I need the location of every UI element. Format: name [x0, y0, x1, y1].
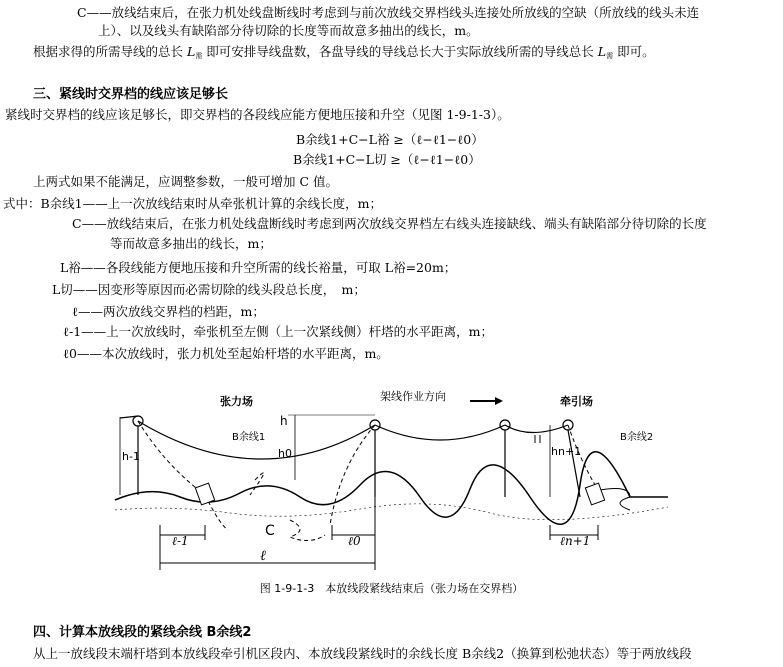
label-l: ℓ [260, 548, 266, 564]
label-hn1: hn+1 [551, 445, 582, 458]
def-l: ℓ——两次放线交界档的档距，m； [72, 304, 265, 319]
section4-line1: 从上一放线段末端杆塔到本放线段牵引机区段内、本放线段紧线时的余线长度 B余线2（换算到松弛状态）等于两放线段 [33, 646, 692, 661]
label-b2: B余线2 [620, 432, 654, 443]
label-l-minus1: ℓ-1 [172, 534, 189, 548]
tower-right [500, 420, 510, 497]
section3-note: 上两式如果不能满足，应调整参数，一般可增加 C 值。 [33, 174, 339, 189]
label-h-minus1: h-1 [122, 450, 140, 463]
section4-heading: 四、计算本放线段的紧线余线 B余线2 [33, 625, 252, 640]
tower-far-right [563, 420, 580, 497]
figure-caption: 图 1-9-1-3 本放线段紧线结束后（张力场在交界档） [259, 582, 524, 595]
label-l0: ℓ0 [348, 534, 361, 548]
section3-heading: 三、紧线时交界档的线应该足够长 [33, 87, 229, 102]
label-b1: B余线1 [232, 432, 266, 443]
label-h: h [280, 414, 288, 428]
para1-line1: C——放线结束后，在张力机处线盘断线时考虑到与前次放线交界档线头连接处所放线的空缺（所放线的线头未连 [77, 5, 700, 20]
para1-line3: 根据求得的所需导线的总长 $L_需$ 即可安排导线盘数，各盘导线的导线总长大于实际放线所需的导线总长 $L_需$ 即可。 [33, 44, 655, 60]
stringing-diagram [110, 385, 670, 585]
label-ln1: ℓn+1 [560, 534, 591, 548]
def-c-cont: 等而故意多抽出的线长，m； [110, 236, 272, 251]
formula-2: B余线1+C−L切 ≥（ℓ−ℓ1−ℓ0） [293, 152, 481, 167]
def-lqie: L切——因变形等原因而必需切除的线头段总长度， m； [52, 282, 366, 297]
label-pull-field: 牵引场 [560, 395, 593, 408]
def-l0: ℓ0——本次放线时，张力机处至起始杆塔的水平距离，m。 [63, 346, 389, 361]
def-c: C——放线结束后，在张力机处线盘断线时考虑到两次放线交界档左右线头连接缺线、端头有缺陷部分待切除的长度 [72, 216, 707, 231]
def-lyu: L裕——各段线能方便地压接和升空所需的线长裕量，可取 L裕=20m； [60, 260, 457, 275]
label-tension-field: 张力场 [220, 395, 253, 408]
section3-intro: 紧线时交界档的线应该足够长，即交界档的各段线应能方便地压接和升空（见图 1-9-1-3）。 [5, 107, 510, 122]
tower-middle [370, 420, 380, 497]
para1-line2: 上）、以及线头有缺陷部分待切除的长度等而故意多抽出的线长，m。 [98, 23, 479, 38]
def-l-minus1: ℓ-1——上一次放线时，牵张机至左侧（上一次紧线侧）杆塔的水平距离，m； [63, 324, 494, 339]
label-h0: h0 [278, 447, 292, 460]
def-b1: 式中：B余线1——上一次放线结束时从牵张机计算的余线长度，m； [3, 196, 382, 211]
label-direction: 架线作业方向 [380, 390, 446, 403]
formula-1: B余线1+C−L裕 ≥（ℓ−ℓ1−ℓ0） [296, 132, 484, 147]
label-c: C [265, 523, 275, 539]
